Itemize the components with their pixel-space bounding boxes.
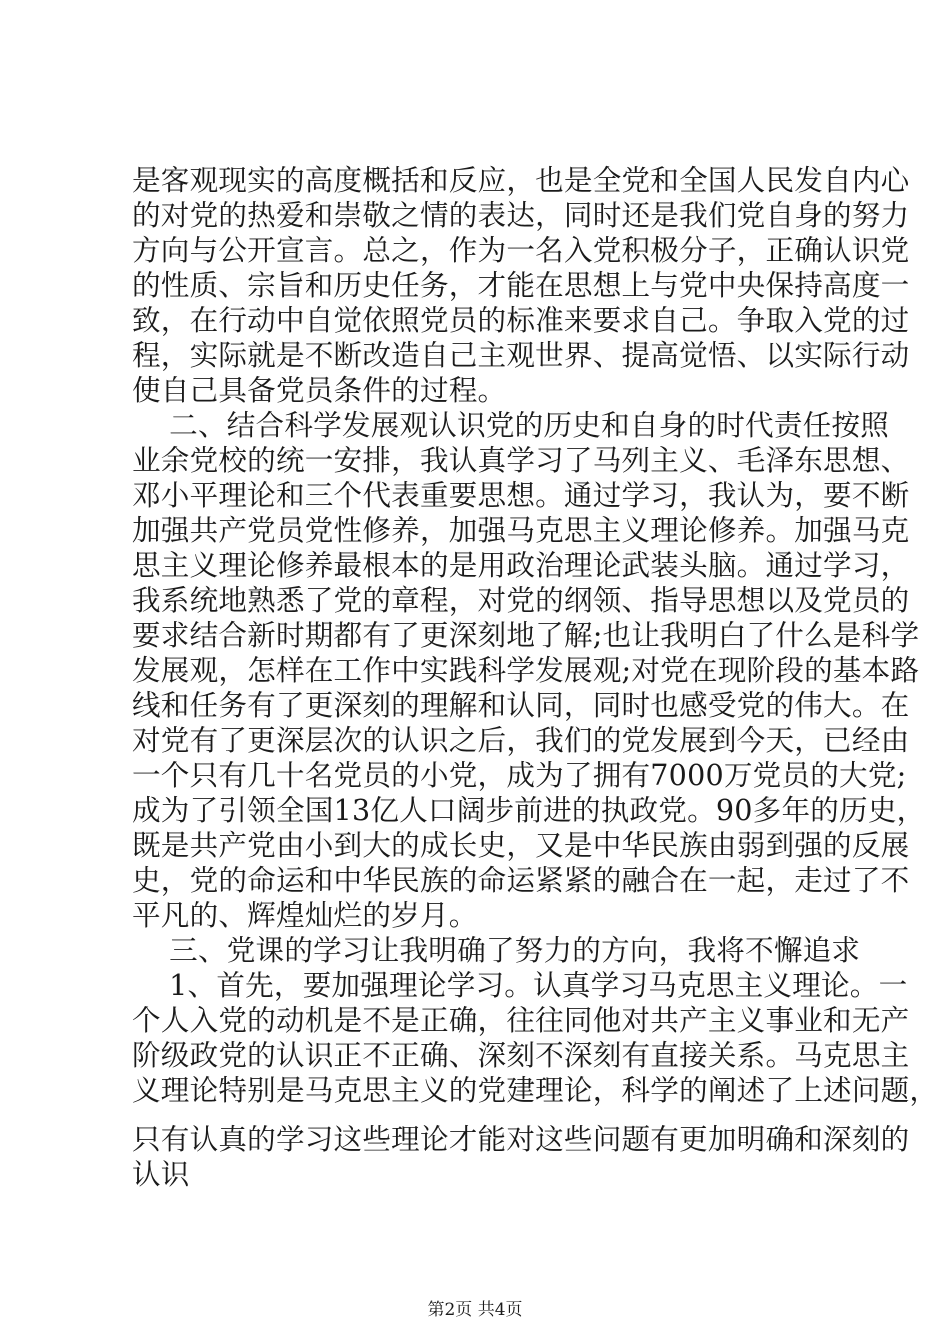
text-line: 只有认真的学习这些理论才能对这些问题有更加明确和深刻的 (132, 1122, 910, 1156)
text-line: 的性质、宗旨和历史任务，才能在思想上与党中央保持高度一 (132, 268, 910, 302)
text-line: 平凡的、辉煌灿烂的岁月。 (132, 898, 478, 932)
text-line: 1、首先，要加强理论学习。认真学习马克思主义理论。一 (132, 968, 908, 1002)
text-line: 致，在行动中自觉依照党员的标准来要求自己。争取入党的过 (132, 303, 910, 337)
text-line: 邓小平理论和三个代表重要思想。通过学习，我认为，要不断 (132, 478, 910, 512)
text-line: 要求结合新时期都有了更深刻地了解;也让我明白了什么是科学 (132, 618, 920, 652)
text-line: 二、结合科学发展观认识党的历史和自身的时代责任按照 (132, 408, 890, 442)
text-line: 成为了引领全国13亿人口阔步前进的执政党。90多年的历史， (132, 793, 926, 827)
text-line: 程，实际就是不断改造自己主观世界、提高觉悟、以实际行动 (132, 338, 910, 372)
text-line: 加强共产党员党性修养，加强马克思主义理论修养。加强马克 (132, 513, 910, 547)
text-line: 的对党的热爱和崇敬之情的表达，同时还是我们党自身的努力 (132, 198, 910, 232)
text-line: 史，党的命运和中华民族的命运紧紧的融合在一起，走过了不 (132, 863, 910, 897)
text-line: 业余党校的统一安排，我认真学习了马列主义、毛泽东思想、 (132, 443, 910, 477)
page-footer: 第2页 共4页 (427, 1300, 523, 1320)
text-line: 线和任务有了更深刻的理解和认同，同时也感受党的伟大。在 (132, 688, 910, 722)
text-line: 认识 (132, 1157, 190, 1191)
text-line: 三、党课的学习让我明确了努力的方向，我将不懈追求 (132, 933, 861, 967)
text-line: 使自己具备党员条件的过程。 (132, 373, 507, 407)
text-line: 一个只有几十名党员的小党，成为了拥有7000万党员的大党; (132, 758, 907, 792)
text-line: 对党有了更深层次的认识之后，我们的党发展到今天，已经由 (132, 723, 910, 757)
text-line: 发展观，怎样在工作中实践科学发展观;对党在现阶段的基本路 (132, 653, 920, 687)
text-line: 我系统地熟悉了党的章程，对党的纲领、指导思想以及党员的 (132, 583, 910, 617)
text-line: 个人入党的动机是不是正确，往往同他对共产主义事业和无产 (132, 1003, 910, 1037)
text-line: 方向与公开宣言。总之，作为一名入党积极分子，正确认识党 (132, 233, 910, 267)
text-line: 思主义理论修养最根本的是用政治理论武装头脑。通过学习， (132, 548, 910, 582)
text-line: 既是共产党由小到大的成长史，又是中华民族由弱到强的反展 (132, 828, 910, 862)
text-line: 阶级政党的认识正不正确、深刻不深刻有直接关系。马克思主 (132, 1038, 910, 1072)
text-line: 是客观现实的高度概括和反应，也是全党和全国人民发自内心 (132, 163, 910, 197)
text-line: 义理论特别是马克思主义的党建理论，科学的阐述了上述问题， (132, 1073, 939, 1107)
